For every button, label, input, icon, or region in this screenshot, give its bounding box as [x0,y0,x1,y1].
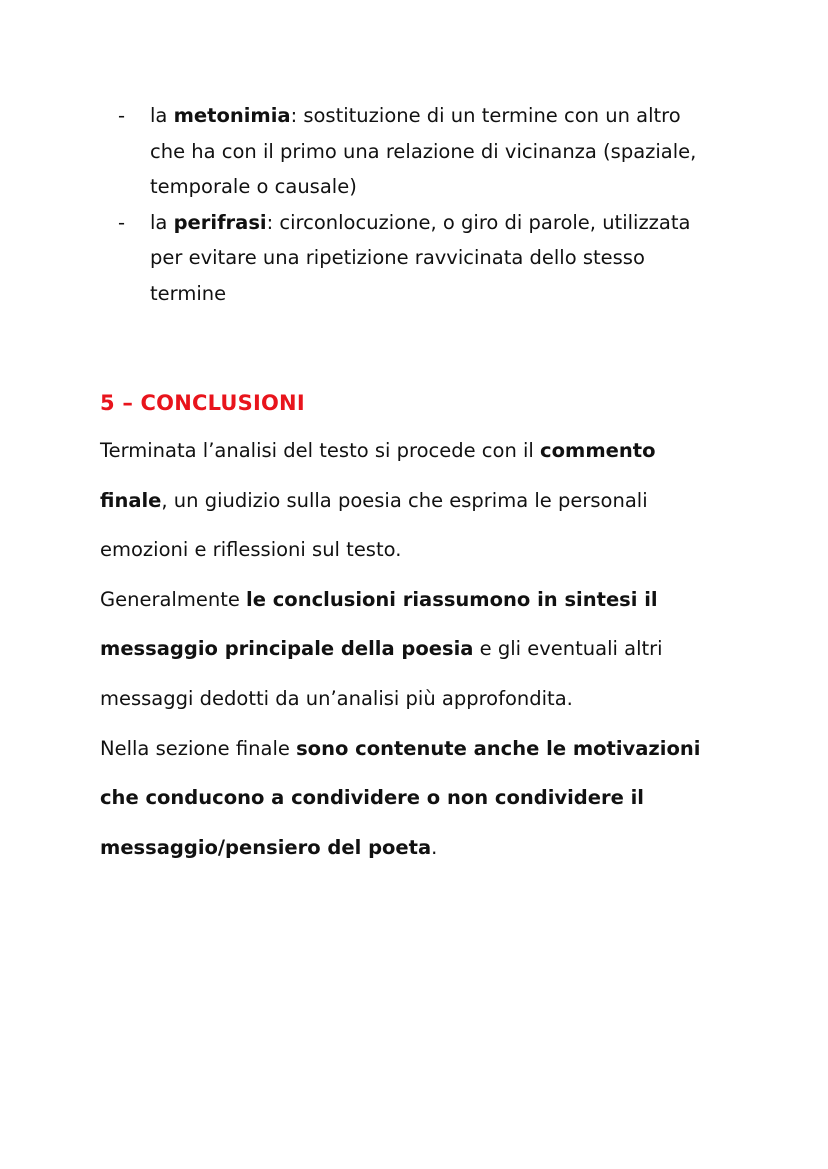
bold-text: finale [100,488,162,512]
bold-text: che conducono a condividere o non condividere il [100,786,644,810]
paragraph-line [100,476,760,526]
list-text: la [150,210,174,234]
list-dash: - [118,104,126,127]
paragraph-line [100,724,760,774]
list-line: che ha con il primo una relazione di vicinanza (spaziale, [150,139,697,163]
term-perifrasi: perifrasi [173,210,267,234]
list-line: per evitare una ripetizione ravvicinata dello stesso [150,246,645,269]
bold-text: messaggio/pensiero del poeta [100,835,432,859]
bold-text: le conclusioni riassumono in sintesi il [246,587,658,611]
bold-text: messaggio principale della poesia [100,637,474,661]
text: Nella sezione finale [100,736,297,760]
paragraph-line: messaggi dedotti da un’analisi più approfondita. [100,686,573,710]
list-line [150,98,758,134]
text: Terminata l’analisi del testo si procede con il [100,439,541,462]
figures-list [118,98,758,311]
text: e gli eventuali altri [473,637,663,661]
list-item [118,98,758,205]
paragraph-line [100,773,760,823]
list-item [118,205,758,312]
list-line: temporale o causale) [150,175,357,198]
text: , un giudizio sulla poesia che esprima le personali [161,488,648,512]
bold-text: commento [540,439,656,462]
text: Generalmente [100,587,247,611]
term-metonimia: metonimia [173,104,291,127]
section-heading: 5 – CONCLUSIONI [100,391,305,415]
text: . [431,835,438,859]
list-dash: - [118,210,126,234]
list-text: : circonlocuzione, o giro di parole, utilizzata [266,210,691,234]
paragraph-line [100,575,760,625]
bold-text: sono contenute anche le motivazioni [296,736,701,760]
conclusions-section [100,426,760,872]
paragraph-line [100,426,760,476]
paragraph-line: emozioni e riflessioni sul testo. [100,538,402,562]
paragraph-line [100,823,760,873]
paragraph-line [100,624,760,674]
list-line [150,205,758,241]
list-text: la [150,104,174,127]
list-line: termine [150,281,227,305]
list-text: : sostituzione di un termine con un altro [290,104,681,127]
